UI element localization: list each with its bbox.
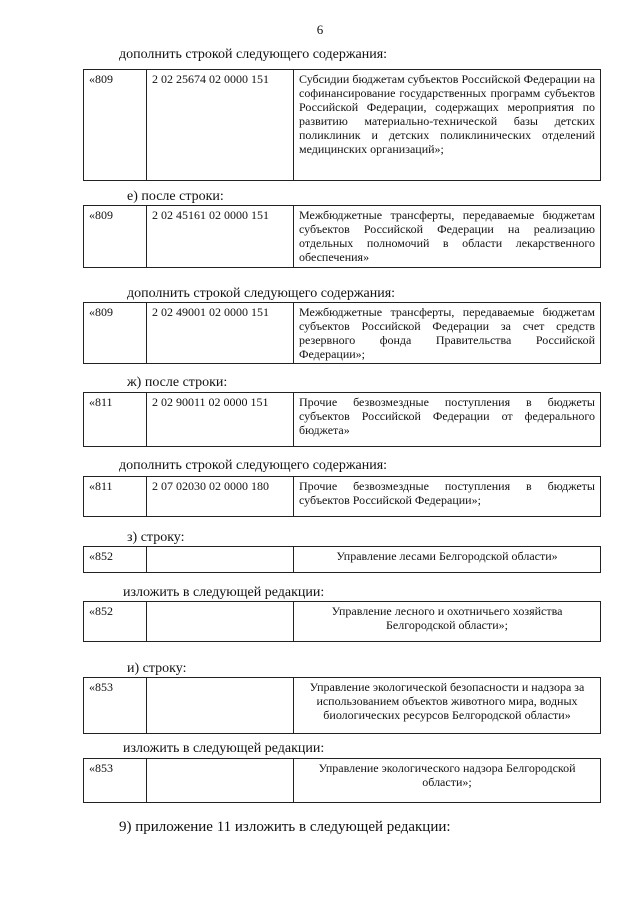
section-intro: изложить в следующей редакции:: [123, 741, 325, 756]
budget-row-table: [83, 476, 601, 517]
section-intro: изложить в следующей редакции:: [123, 585, 325, 600]
admin-code: «811: [84, 477, 147, 517]
revenue-description: Управление лесного и охотничьего хозяйства Белгородской области»;: [294, 602, 601, 642]
budget-row-table: [83, 601, 601, 642]
page-number: 6: [316, 22, 324, 37]
budget-classification-code: 2 02 49001 02 0000 151: [147, 303, 294, 364]
budget-classification-code: 2 02 25674 02 0000 151: [147, 70, 294, 181]
admin-code: «853: [84, 678, 147, 734]
section-intro: дополнить строкой следующего содержания:: [119, 47, 388, 62]
budget-row-table: [83, 69, 601, 181]
budget-row-table: [83, 205, 601, 268]
budget-classification-code: [147, 547, 294, 573]
section-intro: дополнить строкой следующего содержания:: [127, 286, 396, 301]
budget-row-table: [83, 546, 601, 573]
budget-classification-code: 2 02 45161 02 0000 151: [147, 206, 294, 268]
section-intro: з) строку:: [127, 530, 185, 545]
admin-code: «853: [84, 759, 147, 803]
admin-code: «809: [84, 70, 147, 181]
revenue-description: Управление экологической безопасности и надзора за использованием объектов животного мира, водных биологических ресурсов Белгородской области»: [294, 678, 601, 734]
admin-code: «809: [84, 303, 147, 364]
budget-row-table: [83, 758, 601, 803]
budget-row-table: [83, 302, 601, 364]
section-intro: ж) после строки:: [127, 375, 228, 390]
admin-code: «852: [84, 547, 147, 573]
final-instruction: 9) приложение 11 изложить в следующей редакции:: [119, 819, 451, 835]
admin-code: «811: [84, 393, 147, 447]
admin-code: «809: [84, 206, 147, 268]
budget-row-table: [83, 677, 601, 734]
section-intro: е) после строки:: [127, 189, 224, 204]
budget-row-table: [83, 392, 601, 447]
revenue-description: Межбюджетные трансферты, передаваемые бюджетам субъектов Российской Федерации на реализацию отдельных полномочий в области лекарственного обеспечения»: [294, 206, 601, 268]
revenue-description: Субсидии бюджетам субъектов Российской Федерации на софинансирование государственных программ субъектов Российской Федерации, содержащих мероприятия по развитию материально-технической базы детских поликлиник и детских поликлинических отделений медицинских организаций»;: [294, 70, 601, 181]
budget-classification-code: 2 07 02030 02 0000 180: [147, 477, 294, 517]
section-intro: дополнить строкой следующего содержания:: [119, 458, 388, 473]
budget-classification-code: [147, 678, 294, 734]
budget-classification-code: 2 02 90011 02 0000 151: [147, 393, 294, 447]
budget-classification-code: [147, 759, 294, 803]
section-intro: и) строку:: [127, 661, 187, 676]
revenue-description: Межбюджетные трансферты, передаваемые бюджетам субъектов Российской Федерации за счет средств резервного фонда Правительства Российской Федерации»;: [294, 303, 601, 364]
admin-code: «852: [84, 602, 147, 642]
revenue-description: Прочие безвозмездные поступления в бюджеты субъектов Российской Федерации от федерального бюджета»: [294, 393, 601, 447]
revenue-description: Прочие безвозмездные поступления в бюджеты субъектов Российской Федерации»;: [294, 477, 601, 517]
revenue-description: Управление лесами Белгородской области»: [294, 547, 601, 573]
revenue-description: Управление экологического надзора Белгородской области»;: [294, 759, 601, 803]
budget-classification-code: [147, 602, 294, 642]
